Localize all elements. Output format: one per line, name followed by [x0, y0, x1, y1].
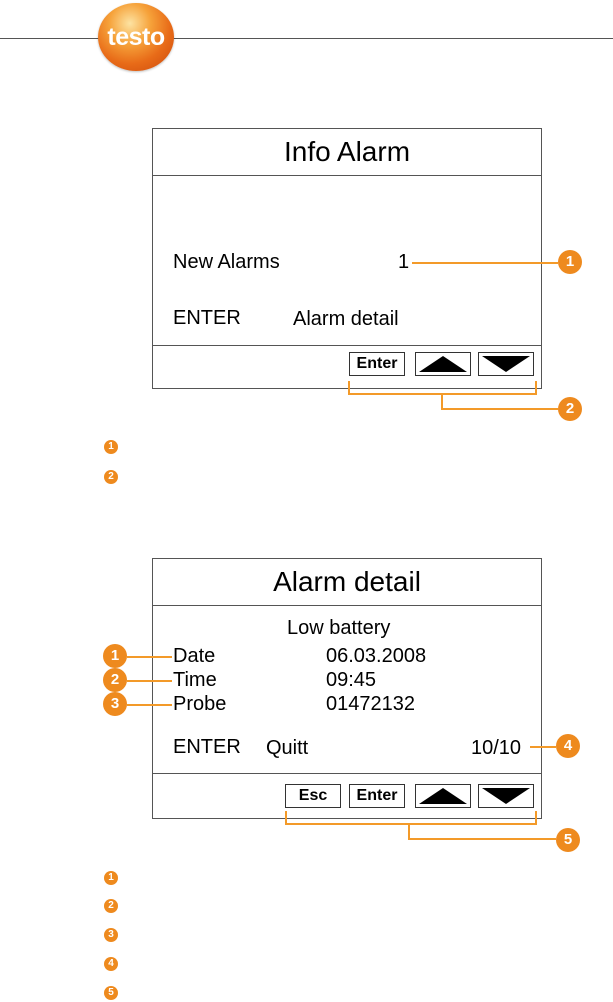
bracket-stem: [441, 395, 443, 409]
enter-action: Alarm detail: [293, 308, 399, 330]
time-value: 09:45: [326, 669, 377, 691]
legend-marker-1: 1: [104, 871, 118, 885]
new-alarms-label: New Alarms: [173, 251, 280, 273]
callout-line-4: [530, 746, 556, 748]
callout-2: 2: [558, 397, 582, 421]
down-button[interactable]: [478, 352, 534, 376]
alarm-detail-screen: [152, 558, 542, 819]
callout-line-2: [127, 680, 172, 682]
legend-marker-2: 2: [104, 470, 118, 484]
callout-4: 4: [556, 734, 580, 758]
callout-1: 1: [103, 644, 127, 668]
new-alarms-value: 1: [398, 251, 410, 273]
title-divider: [153, 605, 541, 606]
callout-2: 2: [103, 668, 127, 692]
callout-line-5: [408, 838, 556, 840]
softkey-bracket: [348, 381, 537, 395]
screen-title: Info Alarm: [283, 136, 411, 167]
callout-line-1: [127, 656, 172, 658]
legend-marker-3: 3: [104, 928, 118, 942]
header-rule-left: [0, 38, 100, 39]
up-arrow-icon: [418, 355, 468, 373]
probe-value: 01472132: [326, 693, 415, 715]
legend-marker-5: 5: [104, 986, 118, 1000]
up-arrow-icon: [418, 787, 468, 805]
enter-button[interactable]: Enter: [349, 784, 405, 808]
info-alarm-screen: [152, 128, 542, 389]
down-button[interactable]: [478, 784, 534, 808]
probe-label: Probe: [173, 693, 227, 715]
header-rule-right: [172, 38, 613, 39]
enter-label: ENTER: [173, 307, 241, 329]
legend-marker-2: 2: [104, 899, 118, 913]
date-label: Date: [173, 645, 216, 667]
callout-5: 5: [556, 828, 580, 852]
bracket-stem: [408, 825, 410, 839]
screen-title: Alarm detail: [273, 566, 421, 597]
page-counter: 10/10: [471, 737, 522, 759]
date-value: 06.03.2008: [326, 645, 427, 667]
callout-1: 1: [558, 250, 582, 274]
softkey-bracket: [285, 811, 537, 825]
callout-3: 3: [103, 692, 127, 716]
alarm-type: Low battery: [287, 617, 391, 639]
legend-marker-4: 4: [104, 957, 118, 971]
callout-line-2: [441, 408, 558, 410]
down-arrow-icon: [481, 355, 531, 373]
time-label: Time: [173, 669, 217, 691]
callout-line-1: [412, 262, 558, 264]
enter-label: ENTER: [173, 736, 241, 758]
enter-action: Quitt: [266, 737, 309, 759]
legend-marker-1: 1: [104, 440, 118, 454]
down-arrow-icon: [481, 787, 531, 805]
testo-logo: [98, 3, 174, 71]
esc-button[interactable]: Esc: [285, 784, 341, 808]
enter-button[interactable]: Enter: [349, 352, 405, 376]
logo-text: testo: [107, 23, 165, 51]
callout-line-3: [127, 704, 172, 706]
title-divider: [153, 175, 541, 176]
softkey-divider: [153, 773, 541, 774]
up-button[interactable]: [415, 352, 471, 376]
up-button[interactable]: [415, 784, 471, 808]
